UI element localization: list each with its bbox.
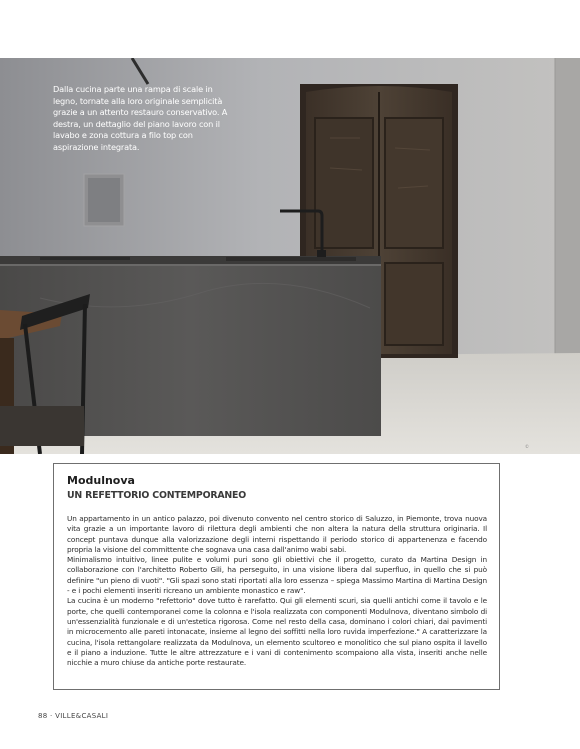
- footer-separator: ·: [50, 712, 53, 720]
- article-paragraph: Un appartamento in un antico palazzo, poi divenuto convento nel centro storico di Saluzzo, in Piemonte, trova nuova vita grazie a un importante lavoro di rilettura degli ambienti che non altera la natura della struttura originaria. Il concept puntava dunque alla valorizzazione degli interni rispettando il periodo storico di appartenenza e facendo propria la visione del committente che sognava una casa dall'animo wabi sabi.: [67, 514, 487, 554]
- right-side-wall: [555, 58, 580, 378]
- article-body: [67, 514, 487, 668]
- article-paragraph: Minimalismo intuitivo, linee pulite e volumi puri sono gli obiettivi che il progetto, curato da Martina Design in collaborazione con l'architetto Roberto Gili, ha perseguito, in una visione libera dal superfluo, in quello che si può definire "un pieno di vuoti". "Gli spazi sono stati riportati alla loro essenza – spiega Massimo Martina di Martina Design - e i pochi elementi inseriti ricreano un ambiente monastico e raw".: [67, 555, 487, 596]
- article-paragraph: La cucina è un moderno "refettorio" dove tutto è rarefatto. Qui gli elementi scuri, sia quelli antichi come il tavolo e le porte, che quelli contemporanei come la colonna e l'isola realizzata con componenti Modulnova, diventano simbolo di un'essenzialità funzionale e di un'estetica rigorosa. Come nel resto della casa, dominano i colori chiari, dai pavimenti in microcemento alle pareti intonacate, insieme al legno dei soffitti nella loro ruvida imperfezione." A caratterizzare la cucina, l'isola rettangolare realizzata da Modulnova, un elemento scultoreo e monolitico che sul piano ospita il lavello e il piano a induzione. Tutte le altre attrezzature e i vani di contenimento scompaiono alla vista, inseriti anche nelle nicchie a muro chiuse da antiche porte restaurate.: [67, 596, 487, 668]
- cooktop: [40, 257, 130, 260]
- article-subtitle: UN REFETTORIO CONTEMPORANEO: [67, 490, 247, 501]
- sink-cutout: [226, 257, 356, 261]
- page-footer: [38, 712, 108, 720]
- page-number: 88: [38, 712, 48, 720]
- article-brand-title: Modulnova: [67, 474, 135, 487]
- magazine-name: VILLE&CASALI: [55, 712, 109, 720]
- photo-credit-mark: ©: [525, 444, 529, 449]
- photo-caption: Dalla cucina parte una rampa di scale in legno, tornate alla loro originale semplicità grazie a un attento restauro conservativo. A destra, un dettaglio del piano lavoro con il lavabo e zona cottura a filo top con aspirazione integrata.: [53, 84, 228, 152]
